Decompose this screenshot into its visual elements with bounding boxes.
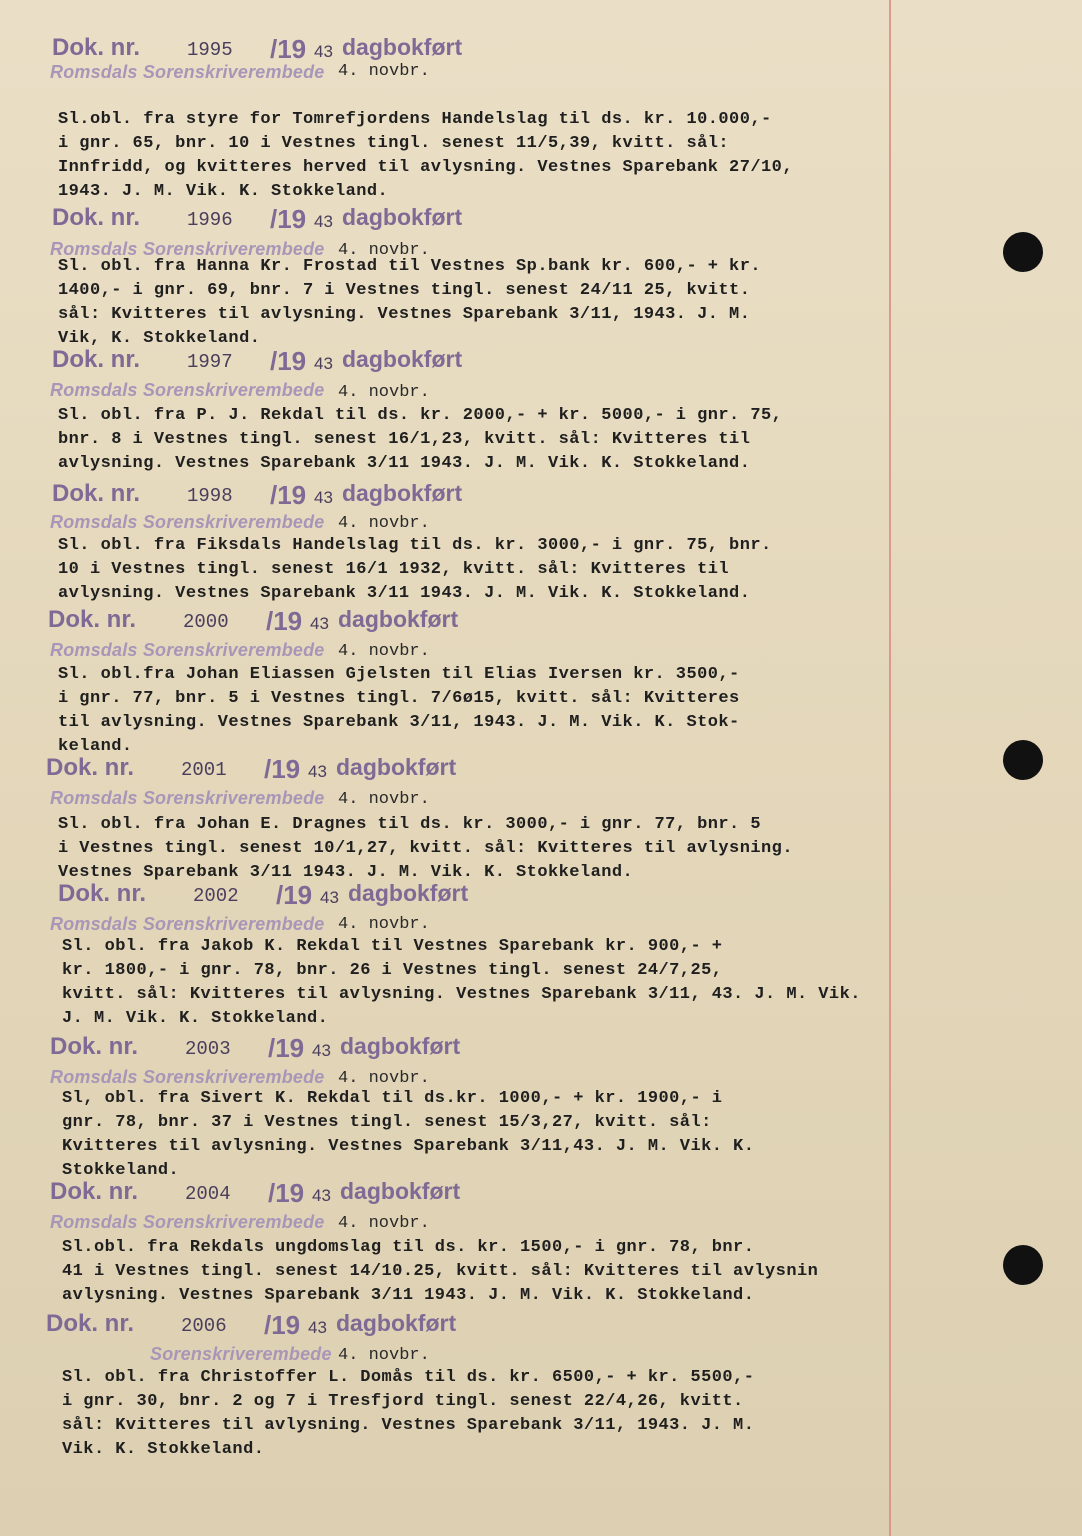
entry-text-line: kr. 1800,- i gnr. 78, bnr. 26 i Vestnes tingl. senest 24/7,25, <box>62 961 723 980</box>
office-stamp: Romsdals Sorenskriverembede <box>50 380 325 400</box>
office-stamp: Romsdals Sorenskriverembede <box>50 62 325 82</box>
dagbokfort-stamp: dagbokført <box>340 1033 461 1059</box>
dok-nr-label: Dok. nr. <box>52 34 141 61</box>
dagbokfort-stamp: dagbokført <box>342 480 463 506</box>
entry-text-line: i gnr. 65, bnr. 10 i Vestnes tingl. senest 11/5,39, kvitt. sål: <box>58 134 730 153</box>
dok-nr-label: Dok. nr. <box>50 1178 139 1205</box>
dagbokfort-stamp: dagbokført <box>348 880 469 906</box>
entry-text-line: gnr. 78, bnr. 37 i Vestnes tingl. senest 15/3,27, kvitt. sål: <box>62 1113 712 1132</box>
entry-date: 4. novbr. <box>338 642 430 661</box>
entry-text-line: i Vestnes tingl. senest 10/1,27, kvitt. sål: Kvitteres til avlysning. <box>58 839 793 858</box>
red-margin-line <box>889 0 891 1536</box>
year-suffix: 43 <box>308 1318 327 1337</box>
office-stamp: Romsdals Sorenskriverembede <box>50 239 325 259</box>
year-suffix: 43 <box>308 762 327 781</box>
document-number: 1998 <box>187 485 233 507</box>
year-prefix: /19 <box>270 346 307 376</box>
entry-text-line: til avlysning. Vestnes Sparebank 3/11, 1943. J. M. Vik. K. Stok- <box>58 713 740 732</box>
year-prefix: /19 <box>268 1178 305 1208</box>
office-stamp: Romsdals Sorenskriverembede <box>50 1212 325 1232</box>
entry-text-line: sål: Kvitteres til avlysning. Vestnes Sparebank 3/11, 1943. J. M. <box>62 1416 755 1435</box>
dok-nr-label: Dok. nr. <box>48 606 137 633</box>
office-stamp: Sorenskriverembede <box>150 1344 332 1364</box>
year-suffix: 43 <box>310 614 329 633</box>
entry-text-line: Sl. obl. fra Hanna Kr. Frostad til Vestnes Sp.bank kr. 600,- + kr. <box>58 257 762 276</box>
entry-text-line: Sl. obl. fra Fiksdals Handelslag til ds. kr. 3000,- i gnr. 75, bnr. <box>58 536 772 555</box>
entry-text-line: i gnr. 30, bnr. 2 og 7 i Tresfjord tingl. senest 22/4,26, kvitt. <box>62 1392 744 1411</box>
entry-text-line: i gnr. 77, bnr. 5 i Vestnes tingl. 7/6ø15, kvitt. sål: Kvitteres <box>58 689 740 708</box>
year-prefix: /19 <box>270 204 307 234</box>
dok-nr-label: Dok. nr. <box>52 346 141 373</box>
dagbokfort-stamp: dagbokført <box>342 346 463 372</box>
year-suffix: 43 <box>314 212 333 231</box>
dok-nr-label: Dok. nr. <box>58 880 147 907</box>
year-suffix: 43 <box>314 488 333 507</box>
document-number: 2001 <box>181 759 227 781</box>
dagbokfort-stamp: dagbokført <box>340 1178 461 1204</box>
year-prefix: /19 <box>266 606 303 636</box>
year-suffix: 43 <box>320 888 339 907</box>
year-suffix: 43 <box>314 354 333 373</box>
entry-text-line: kvitt. sål: Kvitteres til avlysning. Vestnes Sparebank 3/11, 43. J. M. Vik. <box>62 985 861 1004</box>
document-number: 2003 <box>185 1038 231 1060</box>
entry-text-line: J. M. Vik. K. Stokkeland. <box>62 1009 329 1028</box>
entry-text-line: Sl. obl. fra Christoffer L. Domås til ds. kr. 6500,- + kr. 5500,- <box>62 1368 755 1387</box>
office-stamp: Romsdals Sorenskriverembede <box>50 640 325 660</box>
entry-text-line: avlysning. Vestnes Sparebank 3/11 1943. J. M. Vik. K. Stokkeland. <box>58 454 751 473</box>
entry-date: 4. novbr. <box>338 915 430 934</box>
document-number: 2000 <box>183 611 229 633</box>
year-prefix: /19 <box>264 754 301 784</box>
entry-text-line: Sl.obl. fra Rekdals ungdomslag til ds. kr. 1500,- i gnr. 78, bnr. <box>62 1238 755 1257</box>
entry-text-line: keland. <box>58 737 133 756</box>
dagbokfort-stamp: dagbokført <box>342 34 463 60</box>
dagbokfort-stamp: dagbokført <box>342 204 463 230</box>
entry-text-line: 41 i Vestnes tingl. senest 14/10.25, kvitt. sål: Kvitteres til avlysnin <box>62 1262 819 1281</box>
dok-nr-label: Dok. nr. <box>52 204 141 231</box>
entry-date: 4. novbr. <box>338 790 430 809</box>
entry-text-line: 1943. J. M. Vik. K. Stokkeland. <box>58 182 389 201</box>
year-prefix: /19 <box>268 1033 305 1063</box>
entry-text-line: 1400,- i gnr. 69, bnr. 7 i Vestnes tingl. senest 24/11 25, kvitt. <box>58 281 751 300</box>
year-suffix: 43 <box>312 1041 331 1060</box>
year-prefix: /19 <box>264 1310 301 1340</box>
entry-text-line: Sl.obl. fra styre for Tomrefjordens Handelslag til ds. kr. 10.000,- <box>58 110 772 129</box>
document-number: 2006 <box>181 1315 227 1337</box>
dok-nr-label: Dok. nr. <box>46 754 135 781</box>
punch-hole-icon <box>1003 232 1043 272</box>
year-prefix: /19 <box>270 34 307 64</box>
dok-nr-label: Dok. nr. <box>46 1310 135 1337</box>
dok-nr-label: Dok. nr. <box>50 1033 139 1060</box>
dagbokfort-stamp: dagbokført <box>336 1310 457 1336</box>
document-number: 1997 <box>187 351 233 373</box>
entry-text-line: Innfridd, og kvitteres herved til avlysning. Vestnes Sparebank 27/10, <box>58 158 793 177</box>
dok-nr-label: Dok. nr. <box>52 480 141 507</box>
entry-text-line: avlysning. Vestnes Sparebank 3/11 1943. J. M. Vik. K. Stokkeland. <box>62 1286 755 1305</box>
year-suffix: 43 <box>312 1186 331 1205</box>
entry-date: 4. novbr. <box>338 62 430 81</box>
entry-date: 4. novbr. <box>338 383 430 402</box>
office-stamp: Romsdals Sorenskriverembede <box>50 788 325 808</box>
entry-text-line: Vik. K. Stokkeland. <box>62 1440 265 1459</box>
entry-date: 4. novbr. <box>338 514 430 533</box>
entry-text-line: Vik, K. Stokkeland. <box>58 329 261 348</box>
entry-text-line: Stokkeland. <box>62 1161 180 1180</box>
year-prefix: /19 <box>276 880 313 910</box>
entry-date: 4. novbr. <box>338 1214 430 1233</box>
entry-text-line: Sl. obl. fra Johan E. Dragnes til ds. kr. 3000,- i gnr. 77, bnr. 5 <box>58 815 762 834</box>
entry-text-line: Sl. obl.fra Johan Eliassen Gjelsten til Elias Iversen kr. 3500,- <box>58 665 740 684</box>
entry-text-line: Sl. obl. fra Jakob K. Rekdal til Vestnes Sparebank kr. 900,- + <box>62 937 723 956</box>
entry-text-line: Sl. obl. fra P. J. Rekdal til ds. kr. 2000,- + kr. 5000,- i gnr. 75, <box>58 406 783 425</box>
office-stamp: Romsdals Sorenskriverembede <box>50 1067 325 1087</box>
entry-date: 4. novbr. <box>338 241 430 260</box>
entry-text-line: Sl, obl. fra Sivert K. Rekdal til ds.kr. 1000,- + kr. 1900,- i <box>62 1089 723 1108</box>
entry-date: 4. novbr. <box>338 1346 430 1365</box>
year-suffix: 43 <box>314 42 333 61</box>
punch-hole-icon <box>1003 1245 1043 1285</box>
year-prefix: /19 <box>270 480 307 510</box>
document-number: 1995 <box>187 39 233 61</box>
entry-text-line: bnr. 8 i Vestnes tingl. senest 16/1,23, kvitt. sål: Kvitteres til <box>58 430 751 449</box>
document-number: 2002 <box>193 885 239 907</box>
document-number: 2004 <box>185 1183 231 1205</box>
entry-text-line: 10 i Vestnes tingl. senest 16/1 1932, kvitt. sål: Kvitteres til <box>58 560 730 579</box>
entry-date: 4. novbr. <box>338 1069 430 1088</box>
dagbokfort-stamp: dagbokført <box>338 606 459 632</box>
office-stamp: Romsdals Sorenskriverembede <box>50 914 325 934</box>
punch-hole-icon <box>1003 740 1043 780</box>
document-number: 1996 <box>187 209 233 231</box>
entry-text-line: Vestnes Sparebank 3/11 1943. J. M. Vik. K. Stokkeland. <box>58 863 634 882</box>
entry-text-line: Kvitteres til avlysning. Vestnes Sparebank 3/11,43. J. M. Vik. K. <box>62 1137 755 1156</box>
entry-text-line: avlysning. Vestnes Sparebank 3/11 1943. J. M. Vik. K. Stokkeland. <box>58 584 751 603</box>
dagbokfort-stamp: dagbokført <box>336 754 457 780</box>
entry-text-line: sål: Kvitteres til avlysning. Vestnes Sparebank 3/11, 1943. J. M. <box>58 305 751 324</box>
office-stamp: Romsdals Sorenskriverembede <box>50 512 325 532</box>
